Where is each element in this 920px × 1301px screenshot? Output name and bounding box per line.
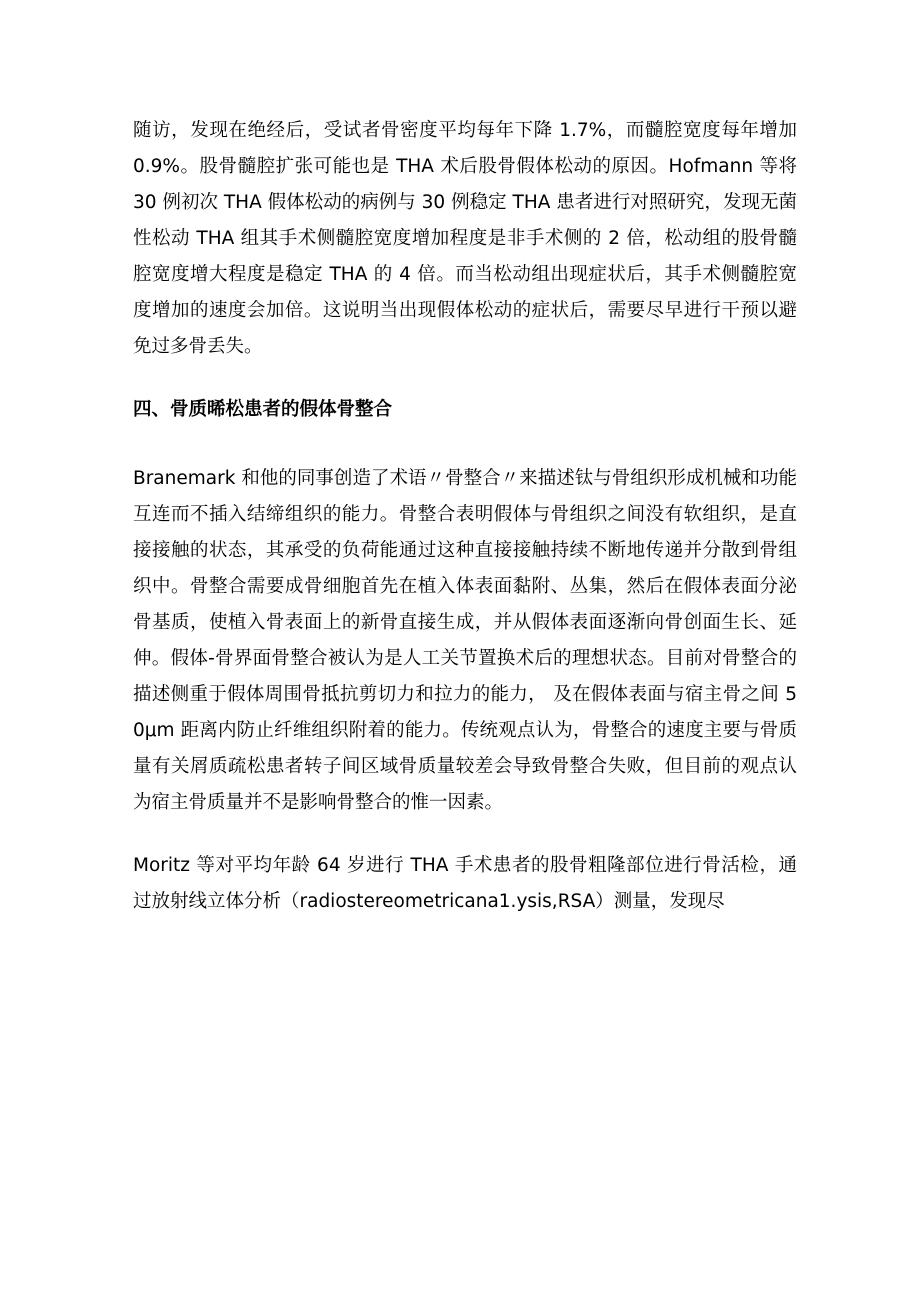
paragraph-moritz-study: Moritz 等对平均年龄 64 岁进行 THA 手术患者的股骨粗隆部位进行骨活检，通过放射线立体分析（radiostereometricana1.ysis,RSA）测量，发现尽 bbox=[133, 855, 797, 912]
section-heading: 四、骨质晞松患者的假体骨整合 bbox=[133, 399, 393, 420]
paragraph-osseointegration: Branemark 和他的同事创造了术语〃骨整合〃来描述钛与骨组织形成机械和功能互连而不插入结缔组织的能力。骨整合表明假体与骨组织之间没有软组织，是直接接触的状态，其承受的负荷能通过这种直接接触持续不断地传递并分散到骨组织中。骨整合需要成骨细胞首先在植入体表面黏附、丛集，然后在假体表面分泌骨基质，使植入骨表面上的新骨直接生成，并从假体表面逐渐向骨创面生长、延伸。假体-骨界面骨整合被认为是人工关节置换术后的理想状态。目前对骨整合的描述侧重于假体周围骨抵抗剪切力和拉力的能力， 及在假体表面与宿主骨之间 50μm 距离内防止纤维组织附着的能力。传统观点认为，骨整合的速度主要与骨质量有关屑质疏松患者转子间区域骨质量较差会导致骨整合失败，但目前的观点认为宿主骨质量并不是影响骨整合的惟一因素。 bbox=[133, 468, 797, 813]
document-body bbox=[133, 113, 797, 920]
paragraph-bone-density-followup: 随访，发现在绝经后，受试者骨密度平均每年下降 1.7%，而髓腔宽度每年增加 0.9%。股骨髓腔扩张可能也是 THA 术后股骨假体松动的原因。Hofmann 等将 30 例初次 THA 假体松动的病例与 30 例稳定 THA 患者进行对照研究，发现无菌性松动 THA 组其手术侧髓腔宽度增加程度是非手术侧的 2 倍，松动组的股骨髓腔宽度增大程度是稳定 THA 的 4 倍。而当松动组出现症状后，其手术侧髓腔宽度增加的速度会加倍。这说明当出现假体松动的症状后，需要尽早进行干预以避免过多骨丢失。 bbox=[133, 120, 797, 357]
